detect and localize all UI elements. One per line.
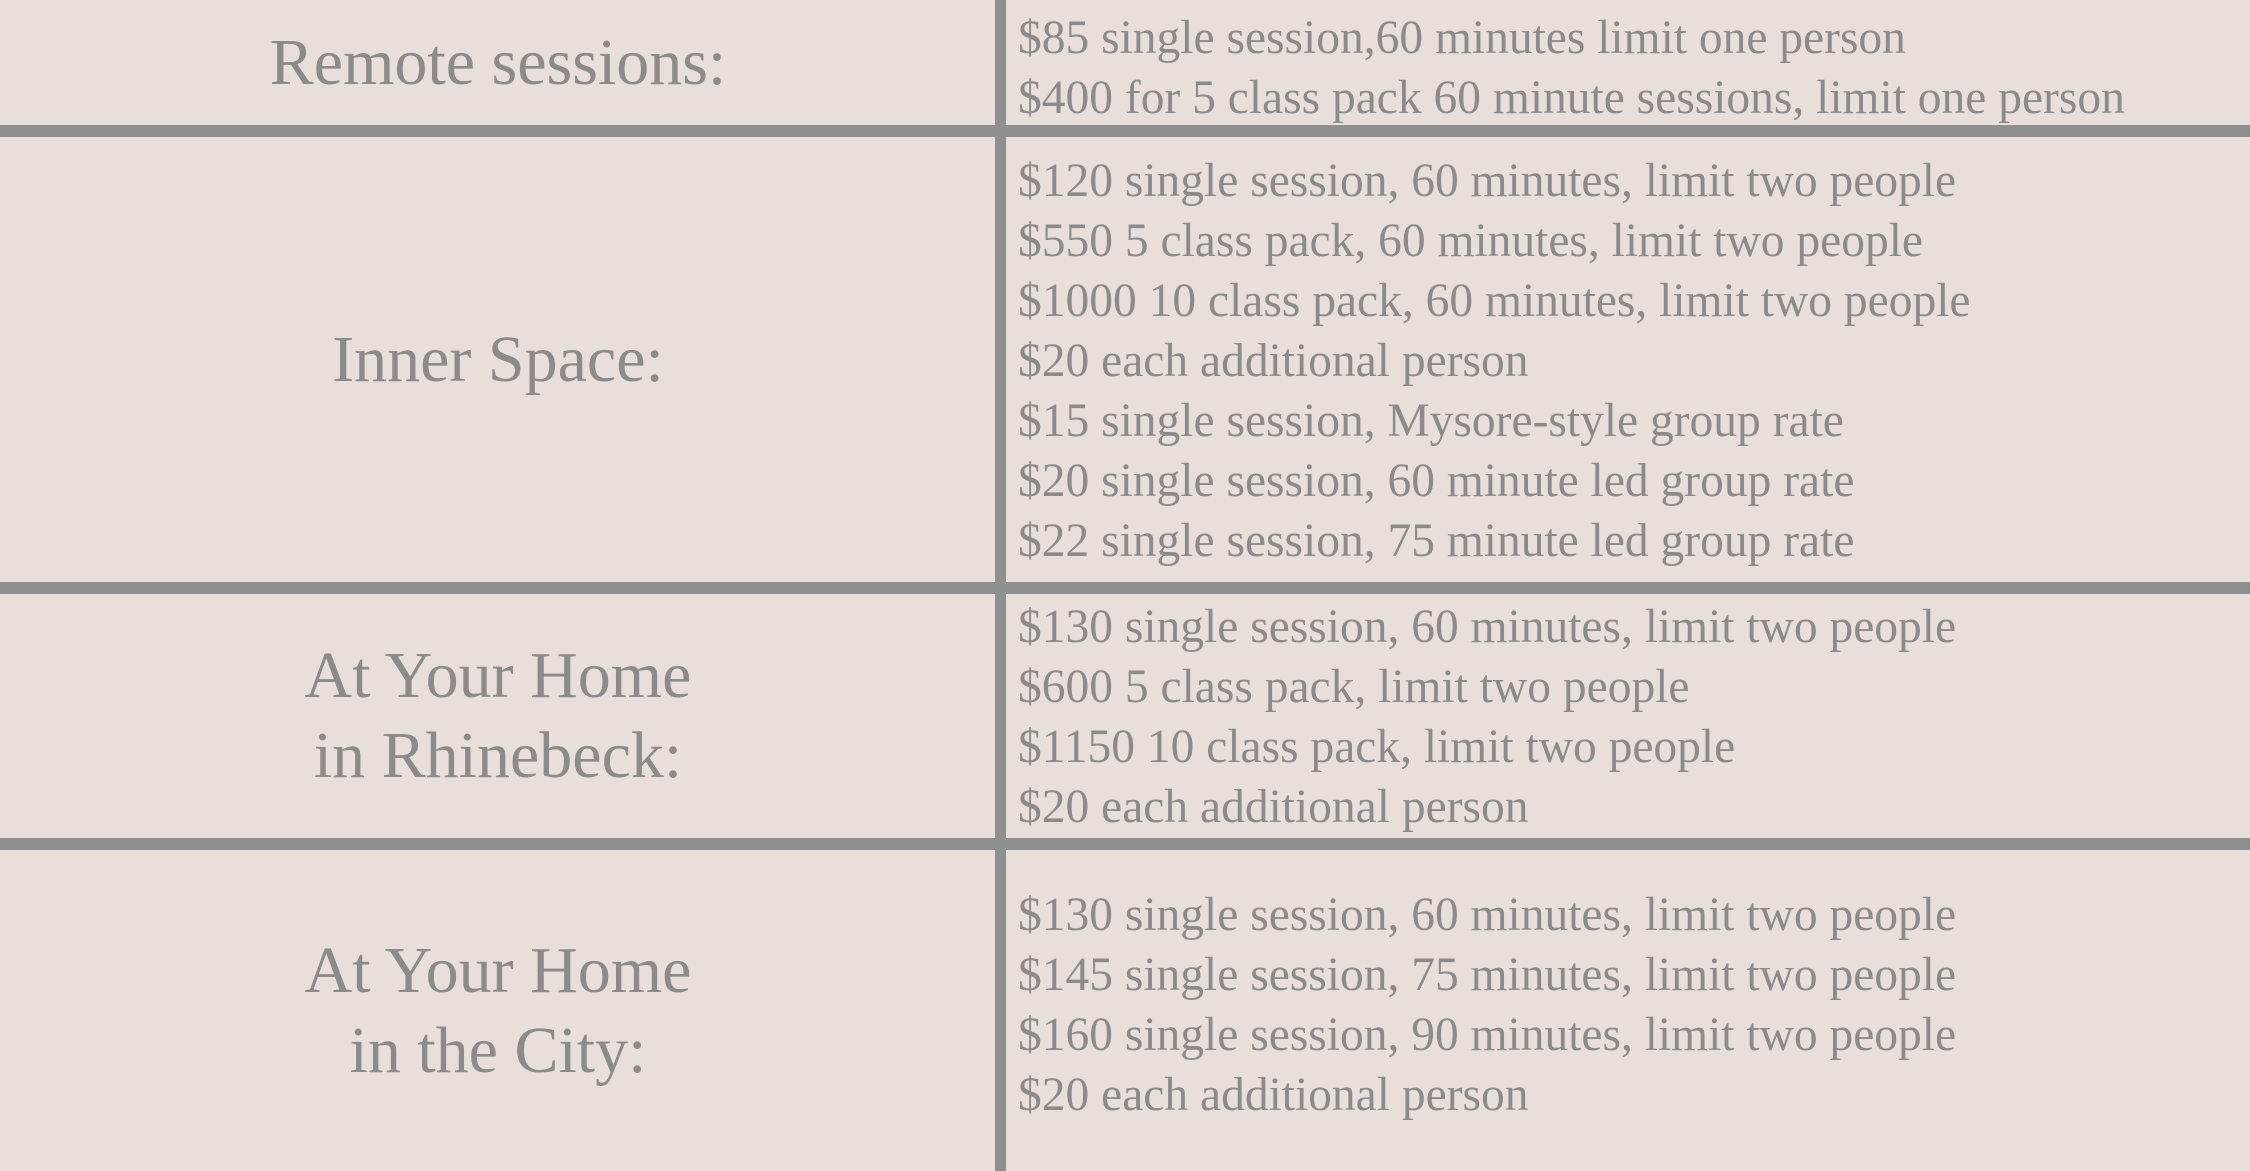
price-line: $145 single session, 75 minutes, limit two people: [1018, 949, 1957, 1001]
price-line: $550 5 class pack, 60 minutes, limit two people: [1018, 215, 1924, 267]
price-line: $400 for 5 class pack 60 minute sessions, limit one person: [1018, 72, 2125, 124]
row-label-cell: [0, 137, 996, 582]
pricing-row-city: [0, 850, 2250, 1171]
row-label-cell: [0, 594, 996, 838]
price-line: $130 single session, 60 minutes, limit two people: [1018, 889, 1957, 941]
price-line: $22 single session, 75 minute led group rate: [1018, 515, 1855, 567]
pricing-row-rhinebeck: [0, 594, 2250, 838]
price-line: $20 each additional person: [1018, 781, 1529, 833]
row-divider: [0, 125, 2250, 137]
row-label-cell: [0, 850, 996, 1171]
price-line: $600 5 class pack, limit two people: [1018, 661, 1690, 713]
price-line: $120 single session, 60 minutes, limit two people: [1018, 155, 1957, 207]
row-label: Remote sessions:: [269, 25, 727, 99]
price-line: $1000 10 class pack, 60 minutes, limit two people: [1018, 275, 1971, 327]
price-line: $1150 10 class pack, limit two people: [1018, 721, 1736, 773]
row-label: At Your Home in Rhinebeck:: [304, 639, 692, 792]
row-divider: [0, 838, 2250, 850]
price-line: $20 single session, 60 minute led group rate: [1018, 455, 1855, 507]
price-line: $20 each additional person: [1018, 1069, 1529, 1121]
price-line: $85 single session,60 minutes limit one person: [1018, 12, 1906, 64]
price-line: $15 single session, Mysore-style group rate: [1018, 395, 1844, 447]
row-label: Inner Space:: [332, 322, 664, 396]
price-line: $160 single session, 90 minutes, limit two people: [1018, 1009, 1957, 1061]
row-details: [1018, 597, 1956, 837]
price-line: $20 each additional person: [1018, 335, 1529, 387]
row-details: [1018, 8, 2125, 128]
pricing-row-inner-space: [0, 137, 2250, 582]
row-label: At Your Home in the City:: [304, 933, 692, 1087]
pricing-row-remote: [0, 0, 2250, 125]
row-details: [1018, 151, 1971, 571]
row-details: [1018, 885, 1956, 1125]
price-line: $130 single session, 60 minutes, limit two people: [1018, 601, 1957, 653]
row-divider: [0, 582, 2250, 594]
row-label-cell: [0, 0, 996, 125]
